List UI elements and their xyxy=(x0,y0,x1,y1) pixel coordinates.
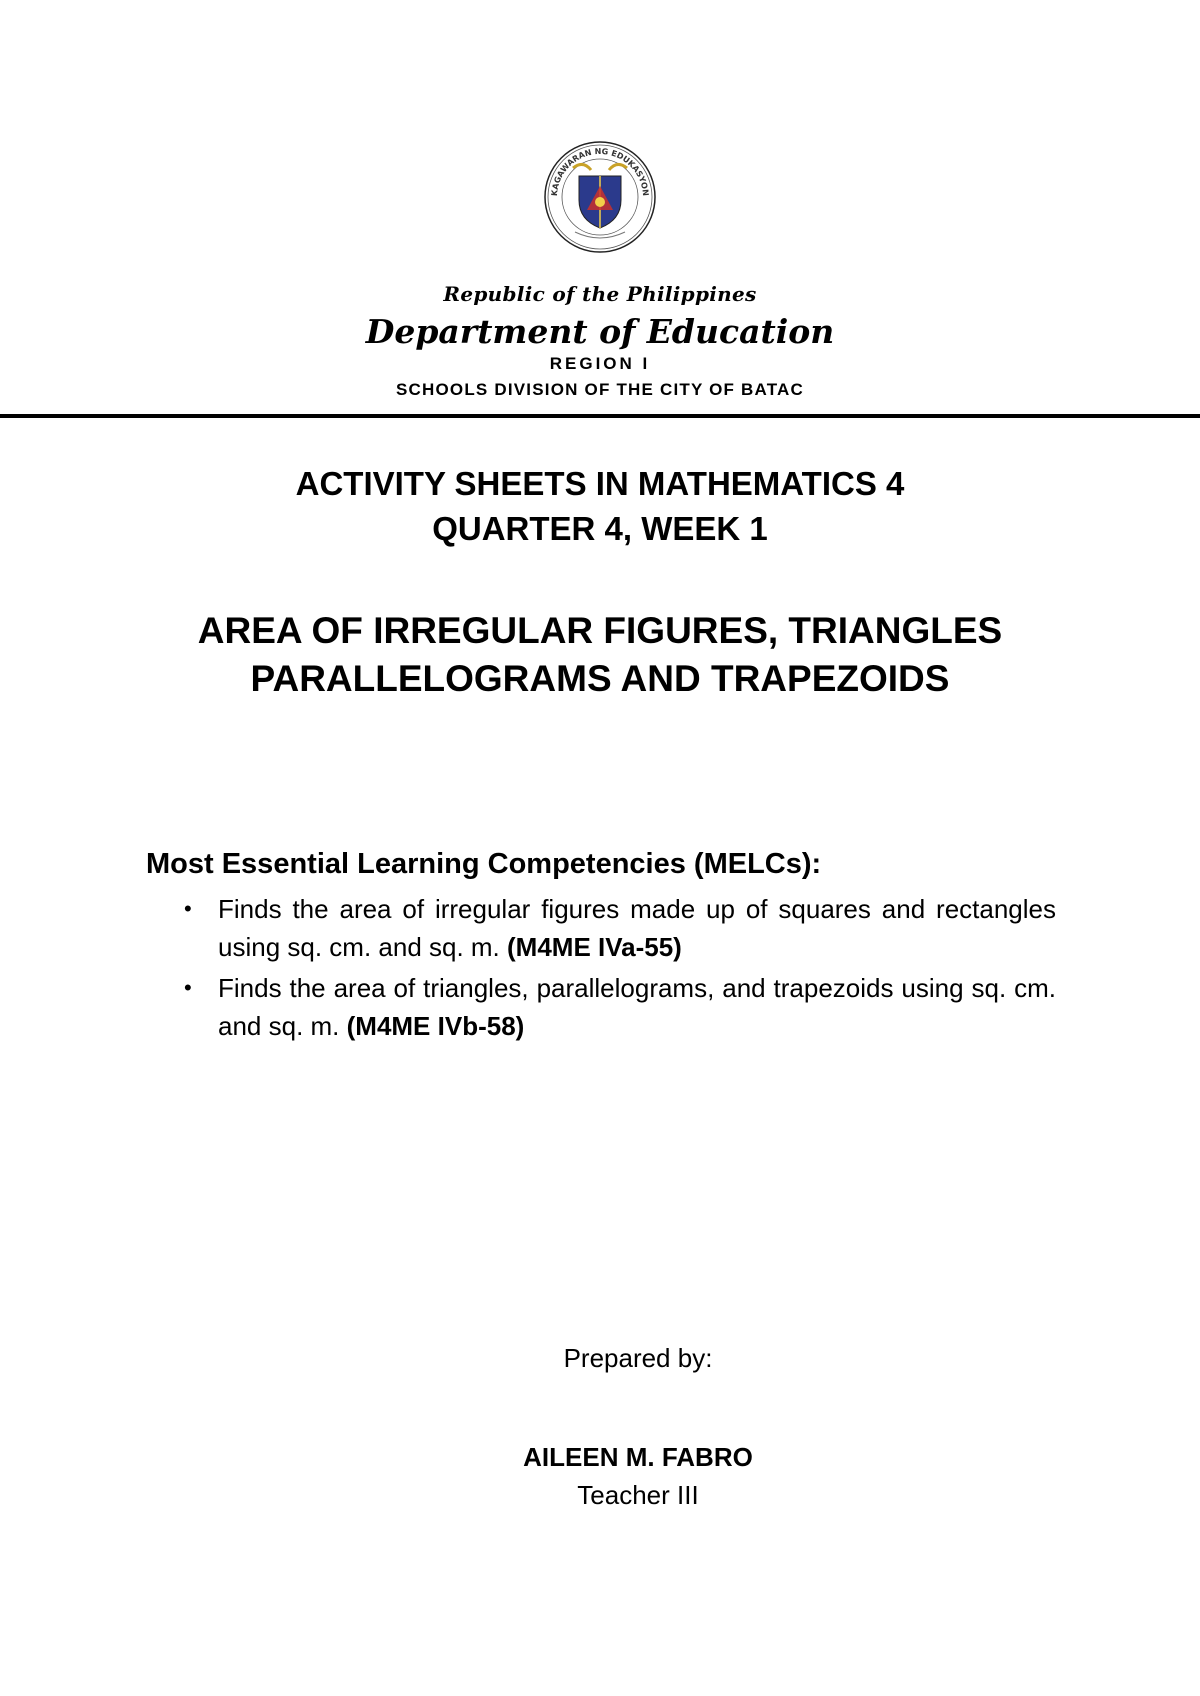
seal-text: KAGAWARAN NG EDUKASYON xyxy=(549,146,651,197)
topic-title-line-1: AREA OF IRREGULAR FIGURES, TRIANGLES xyxy=(197,610,1003,651)
melc-code: (M4ME IVb-58) xyxy=(346,1011,525,1041)
melc-item xyxy=(176,890,1056,966)
melc-item xyxy=(176,969,1056,1045)
department-label: Department of Education xyxy=(365,312,835,351)
republic-label: Republic of the Philippines xyxy=(443,282,757,306)
prepared-by-label: Prepared by: xyxy=(563,1343,713,1373)
melc-text: Finds the area of irregular figures made up of squares and rectangles using sq. cm. and sq. m. xyxy=(218,894,1056,962)
region-label: REGION I xyxy=(549,354,651,373)
bullet-icon: • xyxy=(184,975,192,1000)
melcs-heading: Most Essential Learning Competencies (MELCs): xyxy=(146,848,822,880)
author-position: Teacher III xyxy=(577,1480,699,1510)
melcs-list xyxy=(176,890,1056,1048)
melc-text: Finds the area of triangles, parallelograms, and trapezoids using sq. cm. and sq. m. xyxy=(218,973,1056,1041)
quarter-week-label: QUARTER 4, WEEK 1 xyxy=(432,510,768,547)
division-label: SCHOOLS DIVISION OF THE CITY OF BATAC xyxy=(395,380,805,399)
header-divider xyxy=(0,414,1200,418)
bullet-icon: • xyxy=(184,896,192,921)
author-name: AILEEN M. FABRO xyxy=(523,1442,753,1472)
document-title: ACTIVITY SHEETS IN MATHEMATICS 4 xyxy=(295,465,905,502)
melc-code: (M4ME IVa-55) xyxy=(507,932,682,962)
deped-seal-icon xyxy=(543,140,657,254)
topic-title-line-2: PARALLELOGRAMS AND TRAPEZOIDS xyxy=(250,658,950,699)
